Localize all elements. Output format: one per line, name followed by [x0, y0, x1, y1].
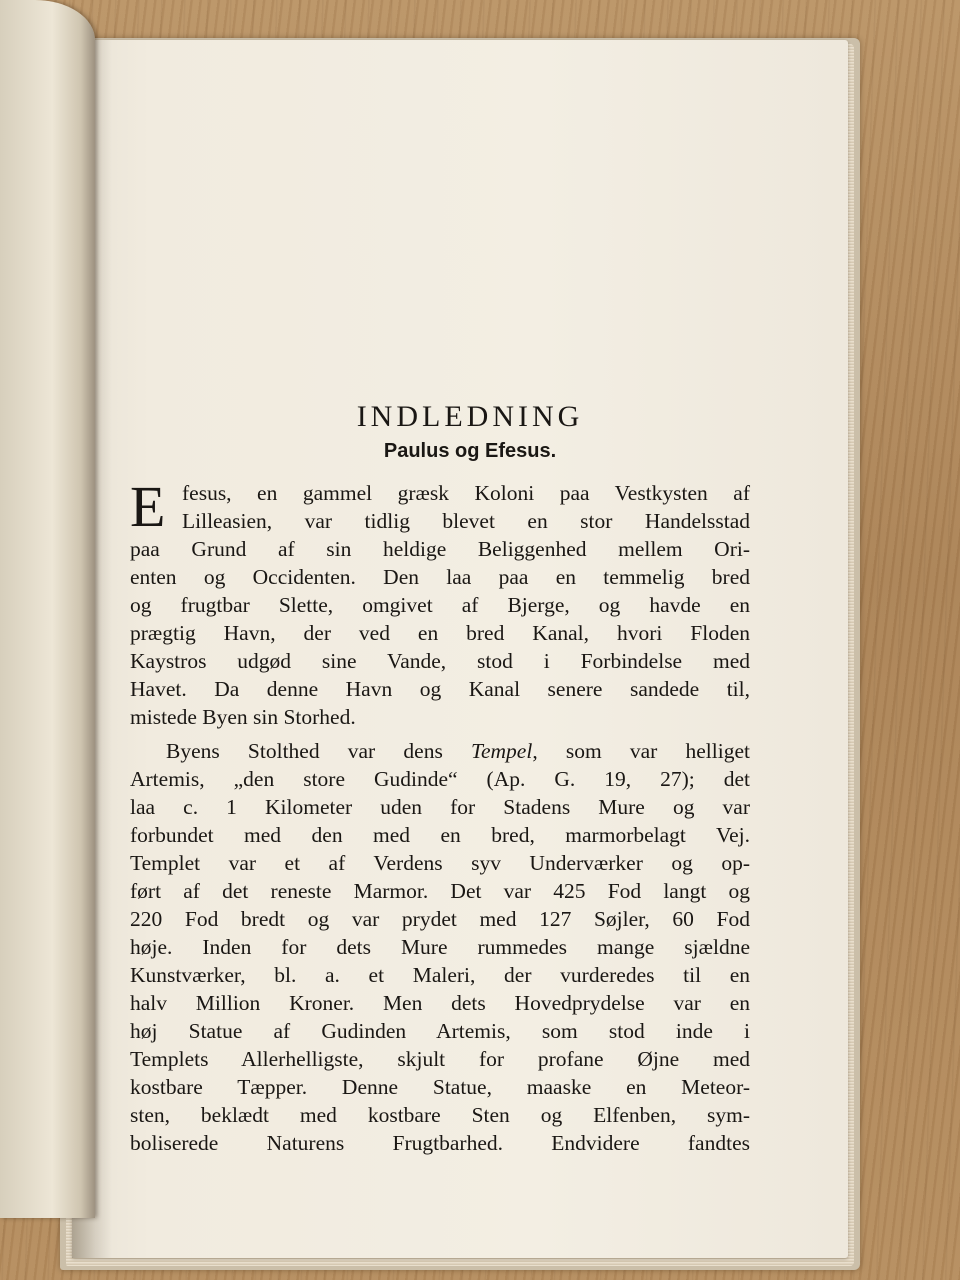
- text-line: paa Grund af sin heldige Beliggenhed mellem Ori-: [130, 537, 750, 561]
- text-line: høj Statue af Gudinden Artemis, som stod inde i: [130, 1019, 750, 1043]
- text-line: fesus, en gammel græsk Koloni paa Vestkysten af: [182, 481, 750, 505]
- text-line: høje. Inden for dets Mure rummedes mange sjældne: [130, 935, 750, 959]
- text-line: Havet. Da denne Havn og Kanal senere sandede til,: [130, 677, 750, 701]
- text-line: mistede Byen sin Storhed.: [130, 705, 356, 729]
- chapter-title: INDLEDNING: [356, 400, 584, 433]
- text-line: Kunstværker, bl. a. et Maleri, der vurderedes til en: [130, 963, 750, 987]
- page-text-block: [130, 400, 750, 1157]
- text-segment: , som var helliget: [532, 739, 750, 763]
- text-line: forbundet med den med en bred, marmorbelagt Vej.: [130, 823, 750, 847]
- text-line: Lilleasien, var tidlig blevet en stor Handelsstad: [182, 509, 750, 533]
- italic-term: Tempel: [470, 739, 533, 763]
- text-line: Kaystros udgød sine Vande, stod i Forbindelse med: [130, 649, 750, 673]
- text-line: laa c. 1 Kilometer uden for Stadens Mure og var: [130, 795, 750, 819]
- text-line: 220 Fod bredt og var prydet med 127 Søjler, 60 Fod: [130, 907, 750, 931]
- text-line: sten, beklædt med kostbare Sten og Elfenben, sym-: [130, 1103, 750, 1127]
- text-line: og frugtbar Slette, omgivet af Bjerge, og havde en: [130, 593, 750, 617]
- text-line: kostbare Tæpper. Denne Statue, maaske en Meteor-: [130, 1075, 750, 1099]
- text-line: Templets Allerhelligste, skjult for profane Øjne med: [130, 1047, 750, 1071]
- left-page-curl: [0, 0, 95, 1218]
- paragraph-1: [130, 474, 750, 731]
- text-line: Artemis, „den store Gudinde“ (Ap. G. 19, 27); det: [130, 767, 750, 791]
- text-line: boliserede Naturens Frugtbarhed. Endvidere fandtes: [130, 1131, 750, 1155]
- text-line: Templet var et af Verdens syv Underværker og op-: [130, 851, 750, 875]
- text-segment: Byens Stolthed var dens: [166, 739, 471, 763]
- text-line: halv Million Kroner. Men dets Hovedprydelse var en: [130, 991, 750, 1015]
- text-line: enten og Occidenten. Den laa paa en temmelig bred: [130, 565, 750, 589]
- text-line: ført af det reneste Marmor. Det var 425 Fod langt og: [130, 879, 750, 903]
- section-title: Paulus og Efesus.: [383, 440, 557, 462]
- paragraph-2: [130, 737, 750, 1157]
- drop-cap: E: [130, 474, 166, 539]
- text-line: [130, 737, 750, 765]
- text-line: prægtig Havn, der ved en bred Kanal, hvori Floden: [130, 621, 750, 645]
